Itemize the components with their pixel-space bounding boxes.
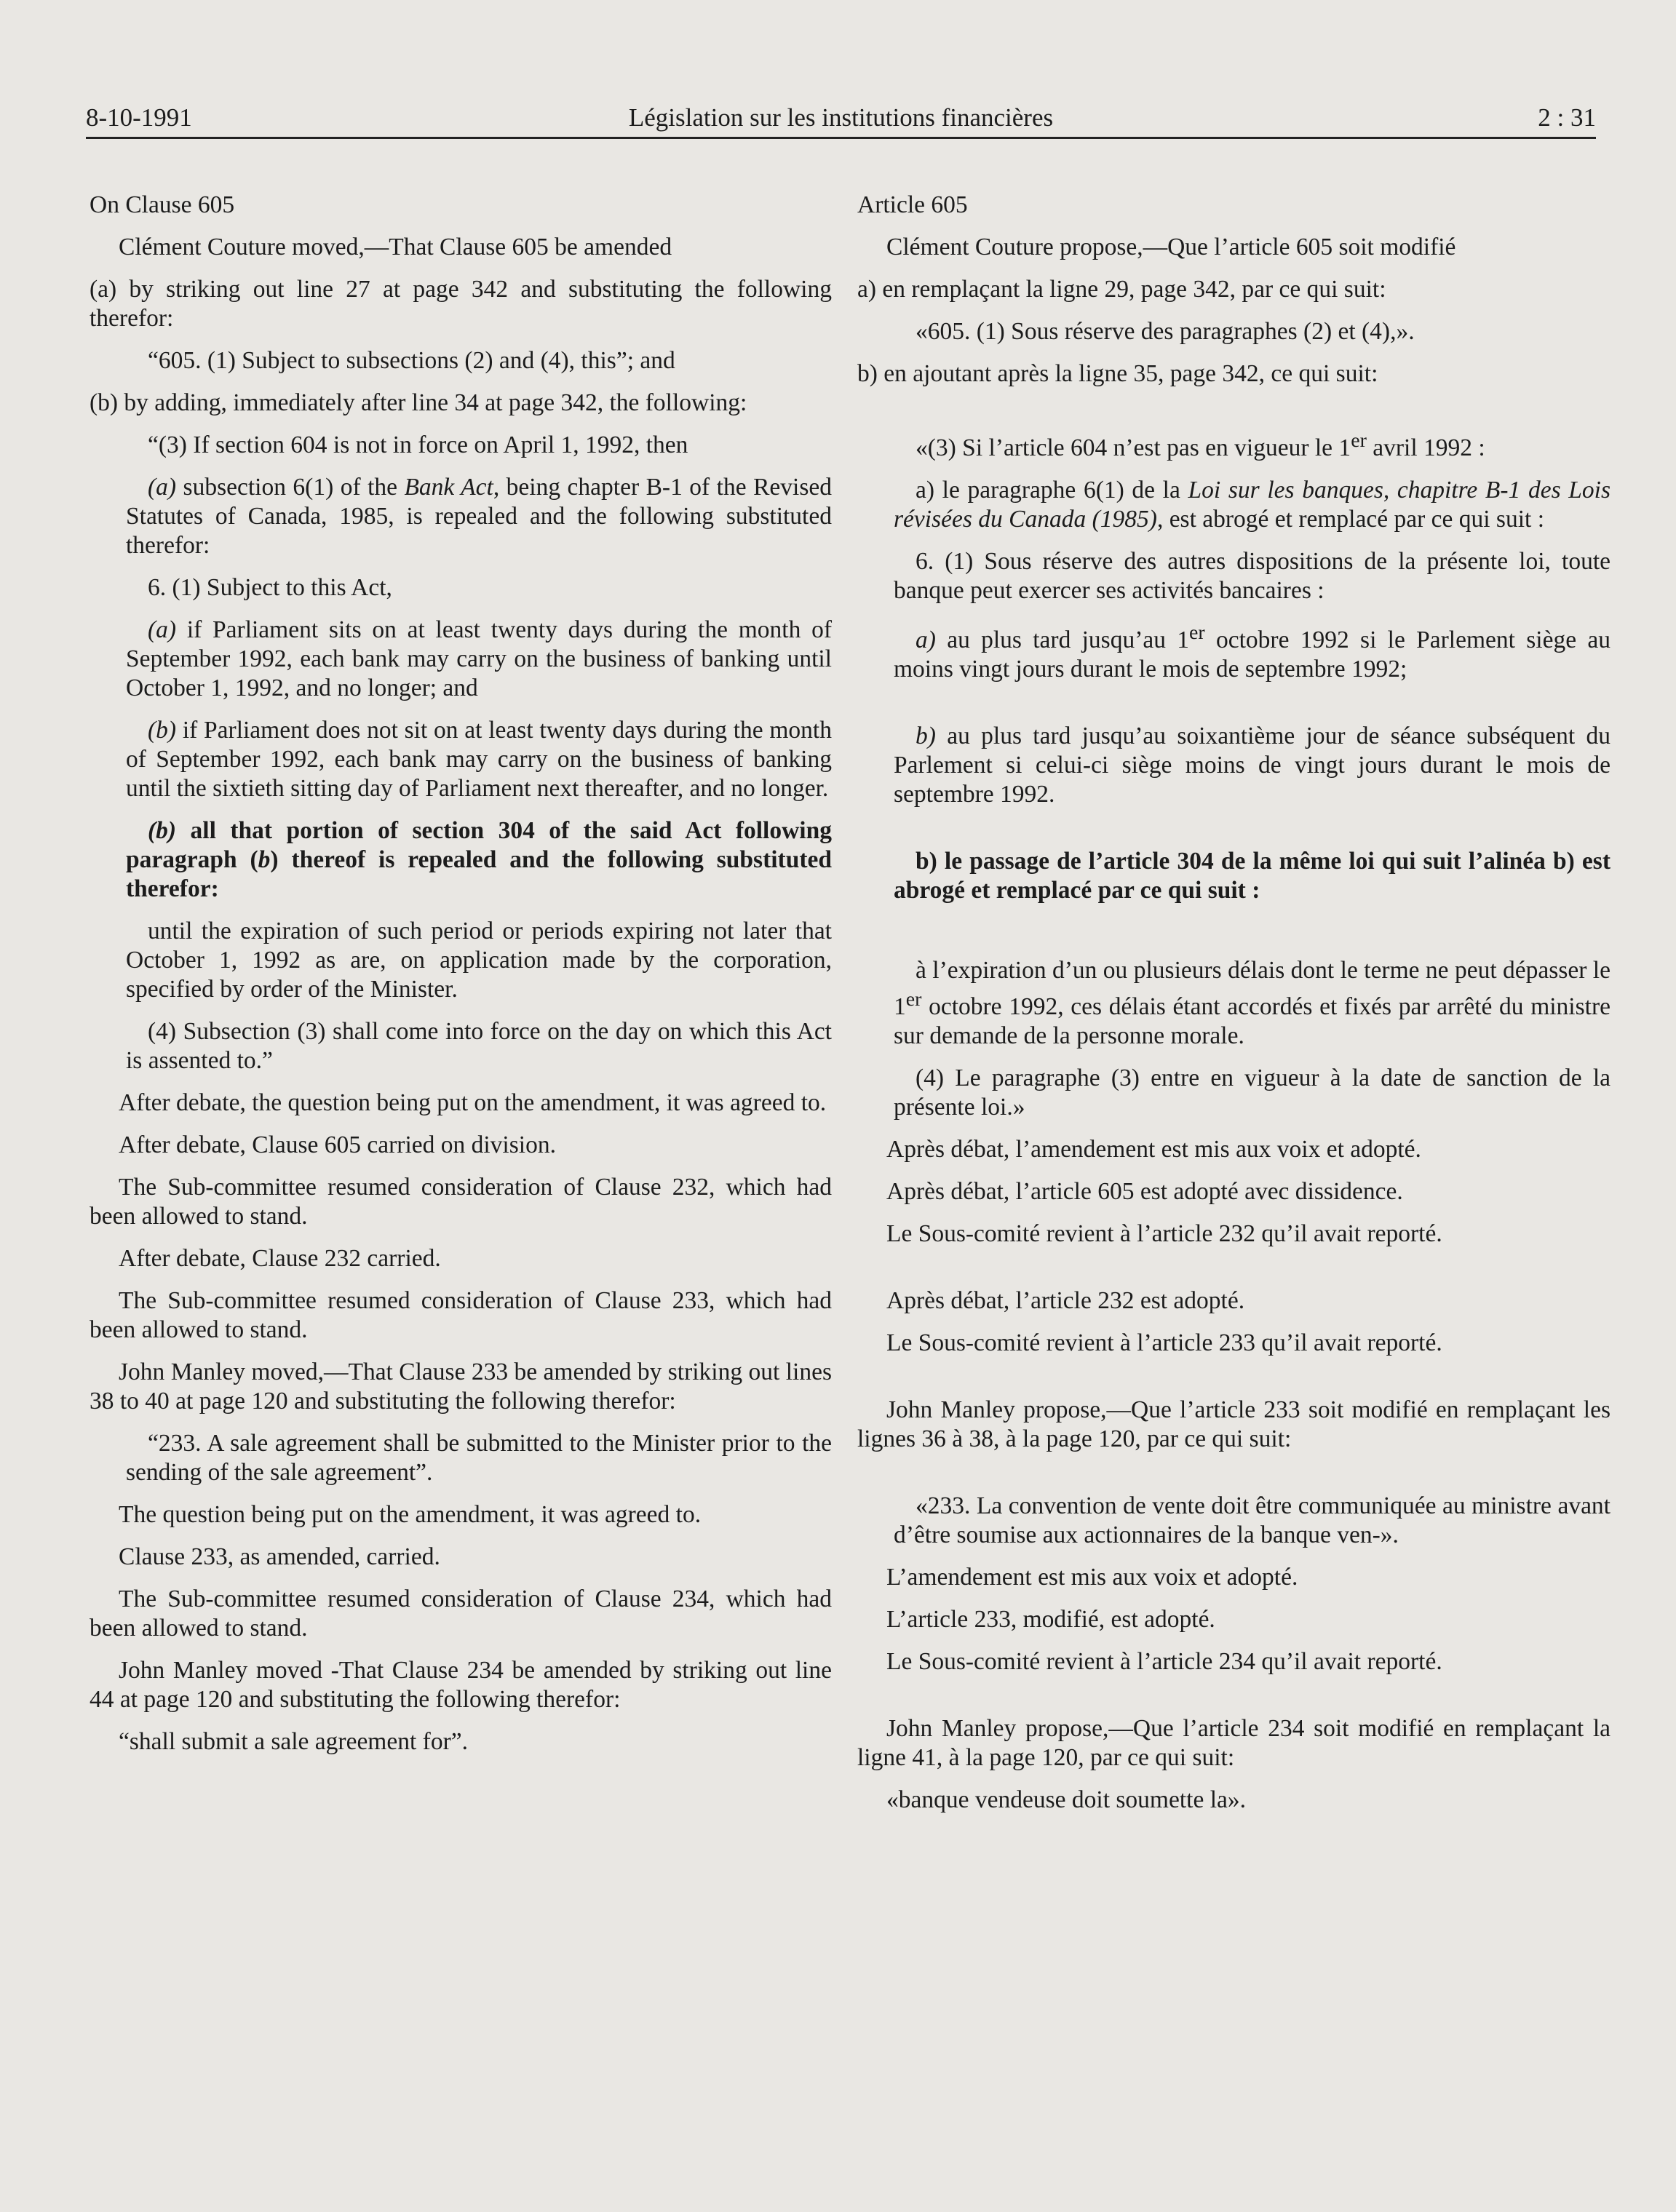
quoted-text: 6. (1) Subject to this Act,	[148, 574, 392, 601]
paragraph: John Manley propose,—Que l’article 233 soit modifié en remplaçant les lignes 36 à 38, à la page 120, par ce qui suit:	[857, 1396, 1611, 1453]
header-date: 8-10-1991	[86, 103, 192, 132]
quoted-text: until the expiration of such period or periods expiring not later that October 1, 1992 as are, on application made by the corporation, specified by order of the Minister.	[126, 918, 832, 1003]
quoted-text: «banque vendeuse doit soumette la».	[886, 1786, 1246, 1814]
quoted-text: «233. La convention de vente doit être communiquée au ministre avant d’être soumise aux actionnaires de la banque ven-».	[894, 1492, 1611, 1549]
paragraph: L’amendement est mis aux voix et adopté.	[886, 1564, 1298, 1591]
quoted-text: (b) if Parliament does not sit on at least twenty days during the month of September 1992, each bank may carry on the business of banking until the sixtieth sitting day of Parliament next thereafter, and no longer.	[126, 717, 832, 802]
quoted-text: “233. A sale agreement shall be submitted to the Minister prior to the sending of the sale agreement”.	[126, 1430, 832, 1486]
paragraph: Après débat, l’article 605 est adopté avec dissidence.	[886, 1178, 1403, 1206]
spacer	[857, 822, 1611, 847]
quoted-text: «605. (1) Sous réserve des paragraphes (2) et (4),».	[916, 318, 1415, 345]
paragraph: a) en remplaçant la ligne 29, page 342, par ce qui suit:	[857, 276, 1386, 303]
paragraph: b) en ajoutant après la ligne 35, page 342, ce qui suit:	[857, 360, 1378, 387]
quoted-text: (a) subsection 6(1) of the Bank Act, being chapter B-1 of the Revised Statutes of Canada, 1985, is repealed and the following substituted therefor:	[126, 474, 832, 559]
paragraph: Le Sous-comité revient à l’article 233 qu’il avait reporté.	[886, 1329, 1442, 1357]
paragraph: Le Sous-comité revient à l’article 232 qu’il avait reporté.	[886, 1220, 1442, 1248]
spacer	[857, 1262, 1611, 1286]
quoted-text: b) au plus tard jusqu’au soixantième jour de séance subséquent du Parlement si celui-ci siège moins de vingt jours durant le mois de septembre 1992.	[894, 723, 1611, 808]
paragraph: John Manley moved,—That Clause 233 be amended by striking out lines 38 to 40 at page 120 and substituting the following therefor:	[90, 1358, 832, 1415]
quoted-text: (4) Le paragraphe (3) entre en vigueur à la date de sanction de la présente loi.»	[894, 1065, 1611, 1121]
quoted-text: (a) if Parliament sits on at least twenty days during the month of September 1992, each bank may carry on the business of banking until October 1, 1992, and no longer; and	[126, 616, 832, 701]
quoted-text: b) le passage de l’article 304 de la même loi qui suit l’alinéa b) est abrogé et remplacé par ce qui suit :	[894, 848, 1611, 904]
paragraph: After debate, the question being put on the amendment, it was agreed to.	[119, 1089, 827, 1116]
paragraph: After debate, Clause 605 carried on division.	[119, 1131, 556, 1158]
quoted-text: “(3) If section 604 is not in force on April 1, 1992, then	[148, 431, 688, 458]
paragraph: John Manley propose,—Que l’article 234 soit modifié en remplaçant la ligne 41, à la page 120, par ce qui suit:	[857, 1715, 1611, 1772]
paragraph: Le Sous-comité revient à l’article 234 qu’il avait reporté.	[886, 1648, 1442, 1676]
clause-heading: On Clause 605	[90, 191, 235, 218]
quoted-text: (b) all that portion of section 304 of the said Act following paragraph (b) thereof is repealed and the following substituted therefor:	[126, 817, 832, 902]
spacer	[857, 918, 1611, 956]
spacer	[857, 1371, 1611, 1396]
paragraph: Après débat, l’amendement est mis aux voix et adopté.	[886, 1136, 1421, 1163]
clause-heading: Article 605	[857, 191, 968, 218]
quoted-text: a) au plus tard jusqu’au 1er octobre 1992 si le Parlement siège au moins vingt jours durant le mois de septembre 1992;	[894, 621, 1611, 683]
paragraph: (b) by adding, immediately after line 34 at page 342, the following:	[90, 389, 747, 416]
paragraph: After debate, Clause 232 carried.	[119, 1245, 441, 1272]
english-column	[90, 191, 832, 1770]
paragraph: Après débat, l’article 232 est adopté.	[886, 1287, 1245, 1315]
quoted-text: 6. (1) Sous réserve des autres dispositions de la présente loi, toute banque peut exercer ses activités bancaires :	[894, 548, 1611, 605]
paragraph: The Sub-committee resumed consideration of Clause 232, which had been allowed to stand.	[90, 1174, 832, 1230]
spacer	[857, 697, 1611, 722]
french-column	[857, 191, 1611, 1828]
quoted-text: à l’expiration d’un ou plusieurs délais dont le terme ne peut dépasser le 1er octobre 1992, ces délais étant accordés et fixés par arrêté du ministre sur demande de la personne morale.	[894, 957, 1611, 1050]
header-title: Législation sur les institutions financières	[628, 103, 1054, 132]
paragraph: The Sub-committee resumed consideration of Clause 233, which had been allowed to stand.	[90, 1287, 832, 1343]
quoted-text: “605. (1) Subject to subsections (2) and (4), this”; and	[148, 347, 675, 374]
paragraph: Clément Couture moved,—That Clause 605 be amended	[119, 234, 672, 260]
quoted-text: (4) Subsection (3) shall come into force on the day on which this Act is assented to.”	[126, 1018, 832, 1074]
paragraph: (a) by striking out line 27 at page 342 and substituting the following therefor:	[90, 276, 832, 332]
paragraph: Clément Couture propose,—Que l’article 605 soit modifié	[886, 234, 1456, 260]
quoted-text: “shall submit a sale agreement for”.	[119, 1728, 468, 1755]
spacer	[857, 1467, 1611, 1492]
paragraph: The Sub-committee resumed consideration of Clause 234, which had been allowed to stand.	[90, 1586, 832, 1642]
spacer	[857, 1690, 1611, 1714]
quoted-text: «(3) Si l’article 604 n’est pas en vigueur le 1er avril 1992 :	[916, 429, 1485, 462]
paragraph: L’article 233, modifié, est adopté.	[886, 1606, 1215, 1634]
header-page-number: 2 : 31	[1538, 103, 1596, 132]
paragraph: The question being put on the amendment, it was agreed to.	[119, 1501, 702, 1528]
page-header	[86, 100, 1596, 139]
spacer	[857, 402, 1611, 426]
quoted-text: a) le paragraphe 6(1) de la Loi sur les banques, chapitre B-1 des Lois révisées du Canada (1985), est abrogé et remplacé par ce qui suit :	[894, 477, 1611, 533]
paragraph: Clause 233, as amended, carried.	[119, 1543, 440, 1570]
paragraph: John Manley moved -That Clause 234 be amended by striking out line 44 at page 120 and substituting the following therefor:	[90, 1657, 832, 1713]
